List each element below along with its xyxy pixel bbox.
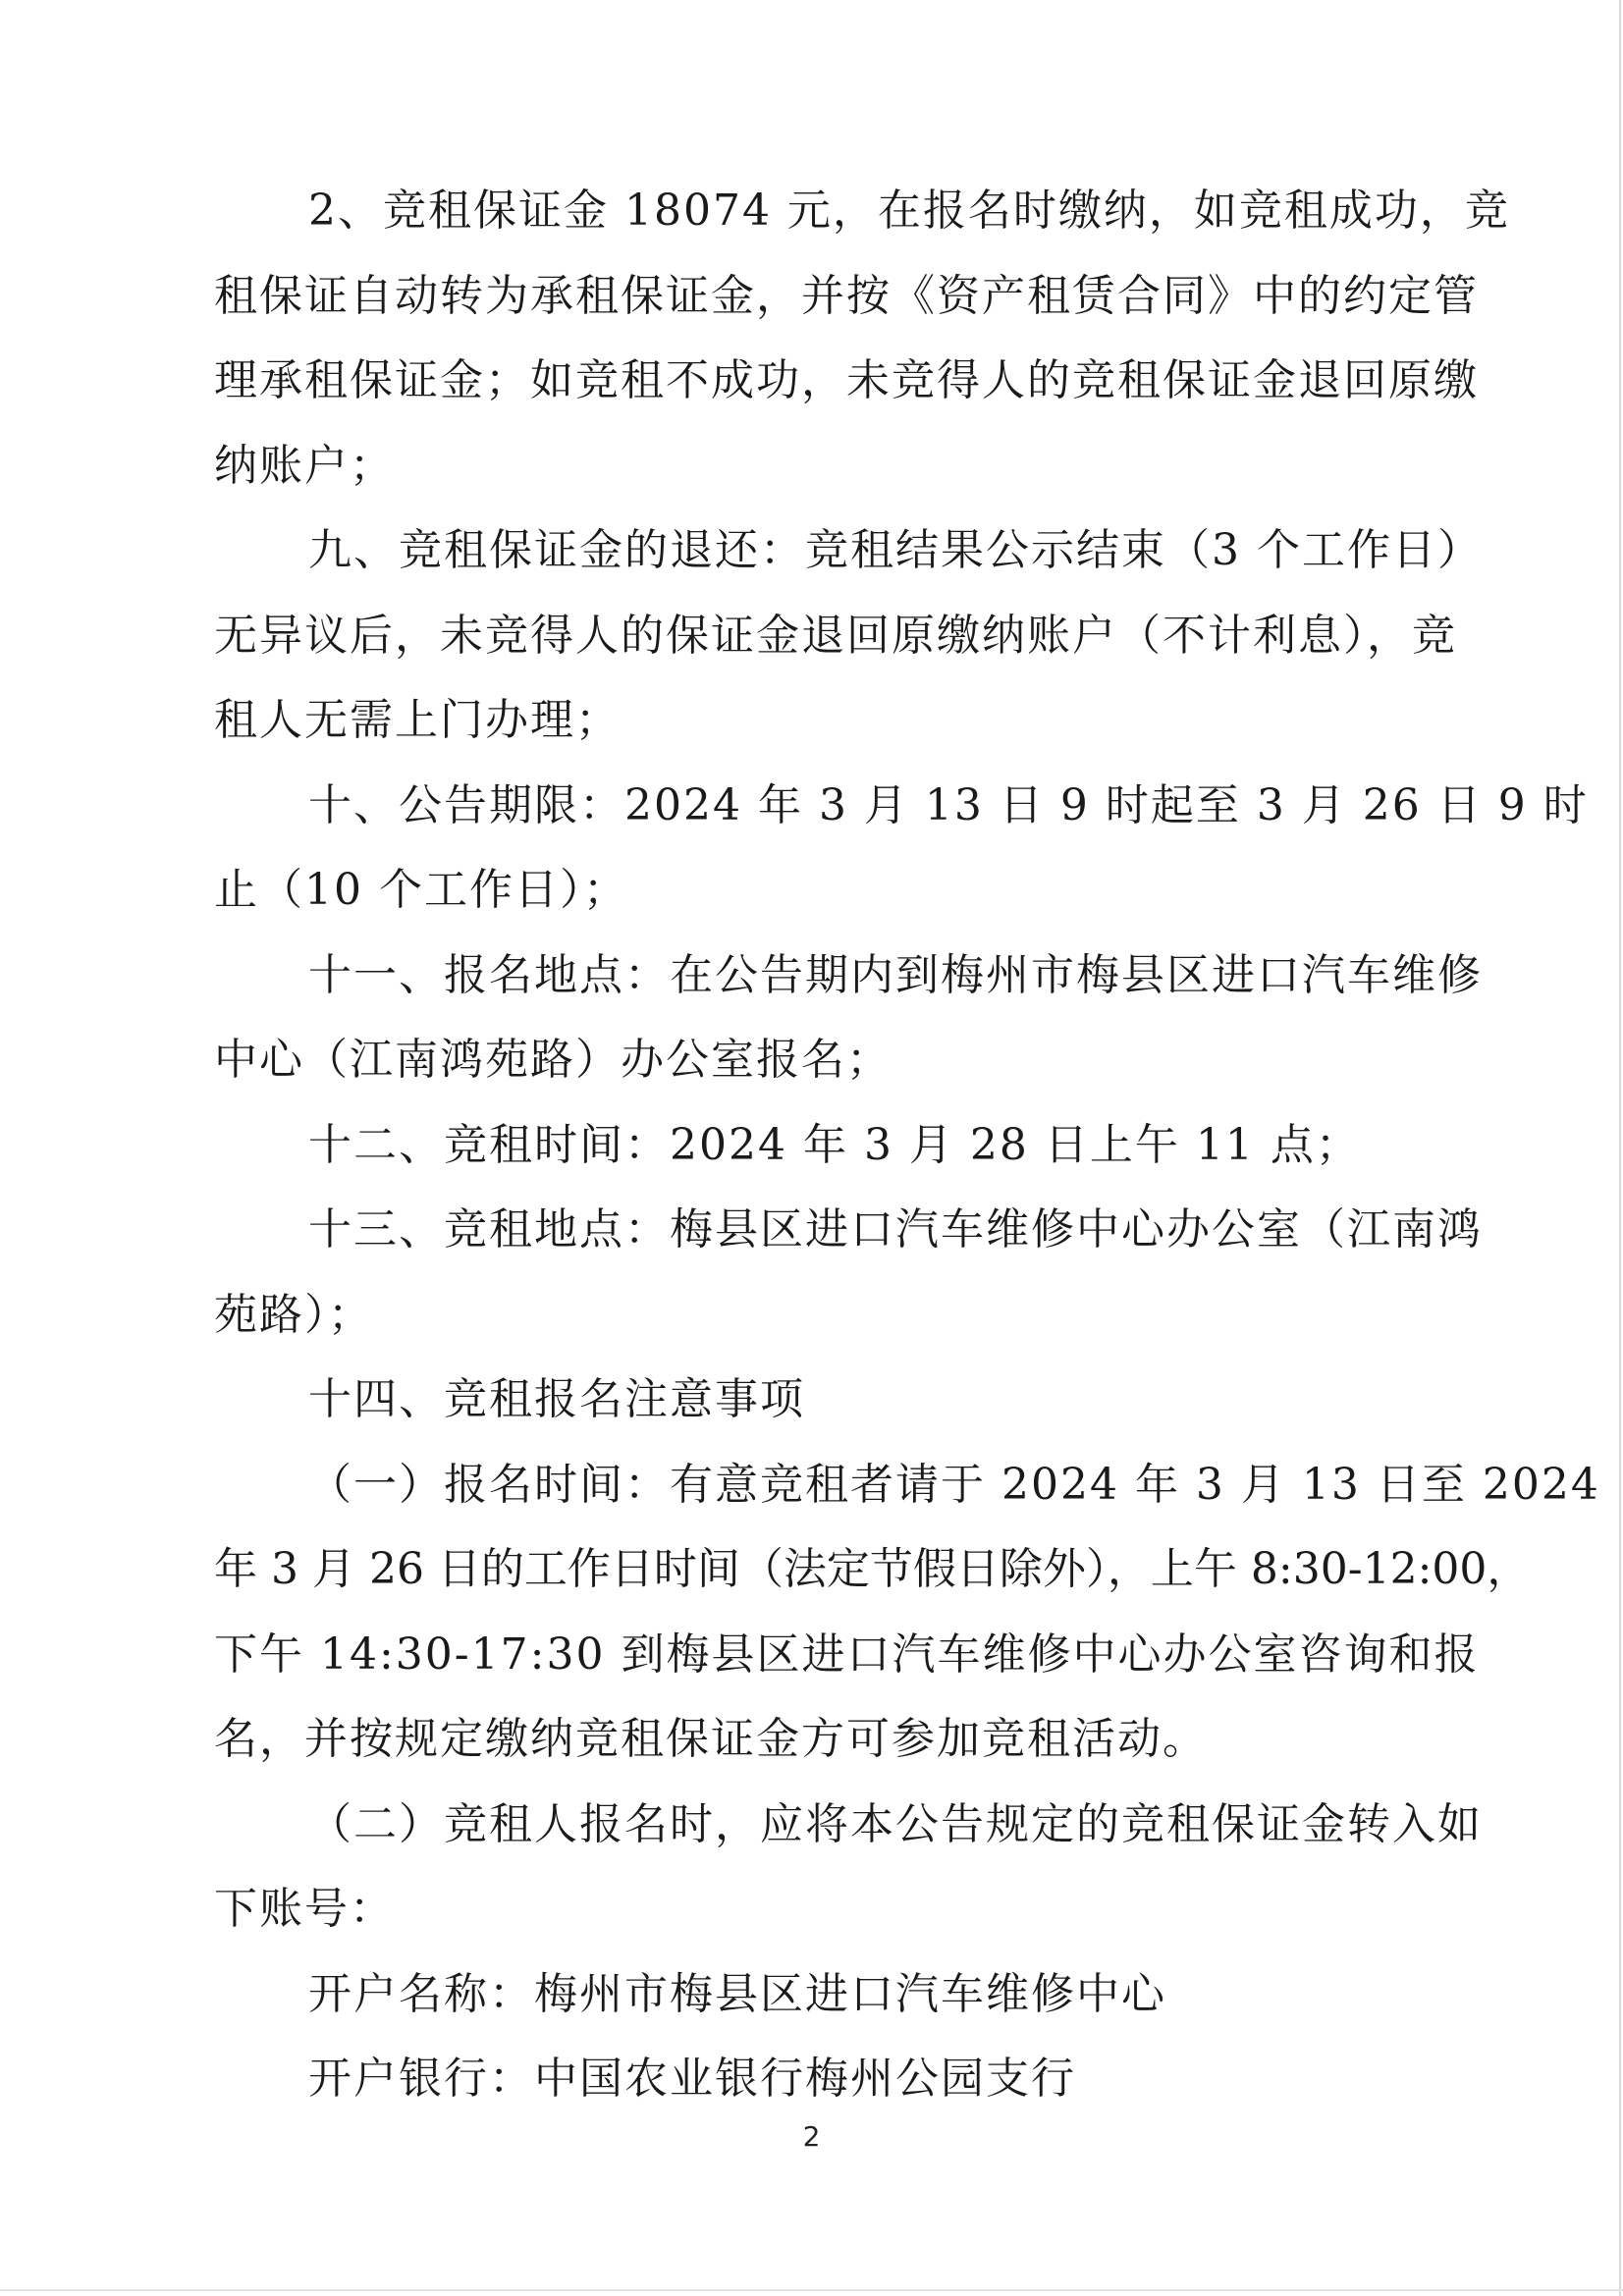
section-14-1-line-1: （一）报名时间：有意竞租者请于 2024 年 3 月 13 日至 2024 (308, 1460, 1600, 1510)
section-14-1-line-4: 名，并按规定缴纳竞租保证金方可参加竞租活动。 (214, 1714, 1208, 1764)
section-14-2-line-1: （二）竞租人报名时，应将本公告规定的竞租保证金转入如 (308, 1799, 1483, 1849)
section-14-heading: 十四、竞租报名注意事项 (308, 1374, 805, 1424)
section-9-line-2: 无异议后，未竞得人的保证金退回原缴纳账户（不计利息），竞 (214, 611, 1457, 661)
section-14-1-line-2: 年 3 月 26 日的工作日时间（法定节假日除外），上午 8:30-12:00， (214, 1544, 1531, 1594)
paragraph-deposit-line-4: 纳账户； (214, 441, 395, 491)
section-10-line-2: 止（10 个工作日）； (214, 865, 628, 915)
page-number: 2 (802, 2120, 821, 2153)
section-11-line-2: 中心（江南鸿苑路）办公室报名； (214, 1035, 892, 1085)
section-9-line-3: 租人无需上门办理； (214, 695, 621, 745)
paragraph-deposit-line-1: 2、竞租保证金 18074 元，在报名时缴纳，如竞租成功，竞 (308, 186, 1510, 236)
scan-edge-bottom (0, 2289, 1623, 2291)
section-12-line-1: 十二、竞租时间：2024 年 3 月 28 日上午 11 点； (308, 1120, 1361, 1170)
section-14-1-line-3: 下午 14:30-17:30 到梅县区进口汽车维修中心办公室咨询和报 (214, 1629, 1480, 1680)
paragraph-deposit-line-3: 理承租保证金；如竞租不成功，未竞得人的竞租保证金退回原缴 (214, 355, 1479, 405)
scan-edge-right (1619, 0, 1621, 2296)
section-11-line-1: 十一、报名地点：在公告期内到梅州市梅县区进口汽车维修 (308, 950, 1483, 1000)
section-9-line-1: 九、竞租保证金的退还：竞租结果公示结束（3 个工作日） (308, 525, 1483, 575)
section-13-line-1: 十三、竞租地点：梅县区进口汽车维修中心办公室（江南鸿 (308, 1204, 1483, 1255)
paragraph-deposit-line-2: 租保证自动转为承租保证金，并按《资产租赁合同》中的约定管 (214, 271, 1479, 321)
section-10-line-1: 十、公告期限：2024 年 3 月 13 日 9 时起至 3 月 26 日 9 时 (308, 780, 1589, 830)
account-name-line: 开户名称：梅州市梅县区进口汽车维修中心 (308, 1969, 1166, 2019)
account-bank-line: 开户银行：中国农业银行梅州公园支行 (308, 2054, 1076, 2104)
section-14-2-line-2: 下账号： (214, 1884, 395, 1934)
section-13-line-2: 苑路）； (214, 1290, 373, 1340)
